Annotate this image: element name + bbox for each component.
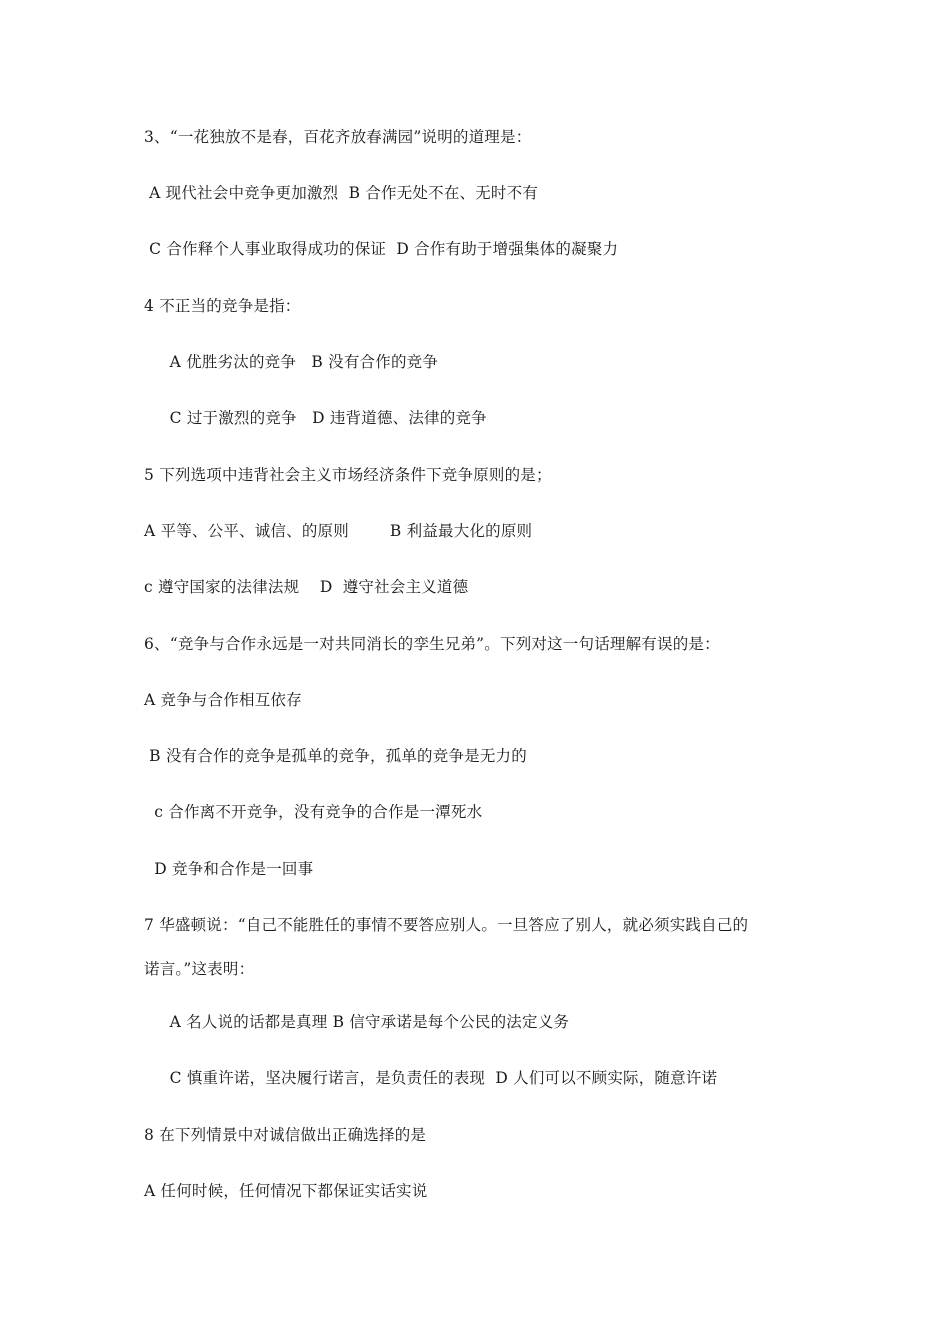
question-6-option-a: A 竞争与合作相互依存	[144, 691, 302, 709]
question-4-stem: 4 不正当的竞争是指：	[144, 297, 301, 315]
question-3-options-cd: C 合作释个人事业取得成功的保证 D 合作有助于增强集体的凝聚力	[144, 240, 619, 258]
question-4-options-cd: C 过于激烈的竞争 D 违背道德、法律的竞争	[144, 409, 487, 427]
question-6-option-b: B 没有合作的竞争是孤单的竞争，孤单的竞争是无力的	[144, 747, 527, 765]
question-3-stem: 3、“一花独放不是春，百花齐放春满园”说明的道理是：	[144, 128, 532, 146]
question-6-option-c: c 合作离不开竞争，没有竞争的合作是一潭死水	[144, 803, 483, 821]
question-4-options-ab: A 优胜劣汰的竞争 B 没有合作的竞争	[144, 353, 439, 371]
question-5-options-cd: c 遵守国家的法律法规 D 遵守社会主义道德	[144, 578, 469, 596]
question-8-stem: 8 在下列情景中对诚信做出正确选择的是	[144, 1126, 427, 1144]
question-5-options-ab: A 平等、公平、诚信、的原则 B 利益最大化的原则	[144, 522, 533, 540]
question-6-option-d: D 竞争和合作是一回事	[144, 860, 314, 878]
question-7-options-cd: C 慎重许诺，坚决履行诺言，是负责任的表现 D 人们可以不顾实际，随意许诺	[144, 1069, 718, 1087]
question-7-options-ab: A 名人说的话都是真理 B 信守承诺是每个公民的法定义务	[144, 1013, 570, 1031]
question-5-stem: 5 下列选项中违背社会主义市场经济条件下竞争原则的是；	[144, 466, 552, 484]
question-7-stem-line1: 7 华盛顿说：“自己不能胜任的事情不要答应别人。一旦答应了别人，就必须实践自己的	[144, 916, 749, 934]
question-3-options-ab: A 现代社会中竞争更加激烈 B 合作无处不在、无时不有	[144, 184, 539, 202]
question-7-stem-line2: 诺言。”这表明：	[144, 960, 255, 978]
question-6-stem: 6、“竞争与合作永远是一对共同消长的孪生兄弟”。下列对这一句话理解有误的是：	[144, 635, 720, 653]
question-8-option-a: A 任何时候，任何情况下都保证实话实说	[144, 1182, 428, 1200]
